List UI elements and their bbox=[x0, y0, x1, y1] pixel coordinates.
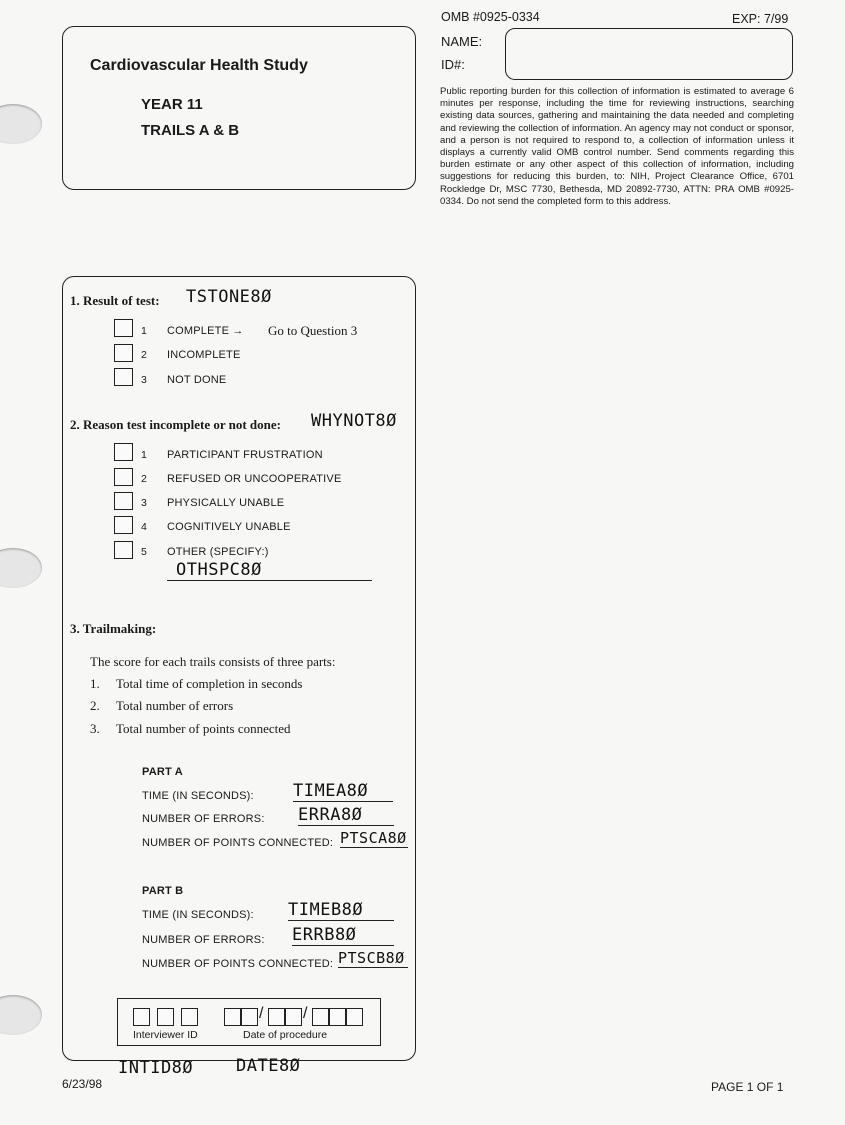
part-b-time-label: TIME (IN SECONDS): bbox=[142, 909, 254, 921]
q2-option-number: 1 bbox=[141, 449, 147, 461]
q1-option-number: 1 bbox=[141, 325, 147, 337]
q2-option-number: 3 bbox=[141, 497, 147, 509]
q3-intro: The score for each trails consists of three parts: bbox=[90, 654, 336, 669]
q2-checkbox-frustration[interactable] bbox=[114, 443, 133, 461]
q1-skip-instruction: Go to Question 3 bbox=[268, 323, 358, 338]
id-label: ID#: bbox=[441, 57, 465, 72]
expiration-date: EXP: 7/99 bbox=[732, 12, 789, 26]
q1-checkbox-complete[interactable] bbox=[114, 319, 133, 337]
q2-checkbox-refused[interactable] bbox=[114, 468, 133, 486]
q2-title: 2. Reason test incomplete or not done: bbox=[70, 417, 281, 432]
q2-checkbox-cognitively-unable[interactable] bbox=[114, 516, 133, 534]
name-id-field[interactable] bbox=[505, 28, 793, 80]
q3-part-number: 2. bbox=[90, 698, 100, 713]
q1-option-label: NOT DONE bbox=[167, 374, 227, 386]
q1-variable: TSTONE8Ø bbox=[186, 287, 272, 307]
q1-option-number: 2 bbox=[141, 349, 147, 361]
part-a-label: PART A bbox=[142, 766, 183, 778]
interviewer-id-variable: INTID8Ø bbox=[118, 1058, 194, 1078]
omb-number: OMB #0925-0334 bbox=[441, 10, 540, 24]
q2-variable: WHYNOT8Ø bbox=[311, 411, 397, 431]
q2-option-number: 4 bbox=[141, 521, 147, 533]
part-b-time-field[interactable]: TIMEB8Ø bbox=[288, 900, 394, 921]
punch-hole-bottom bbox=[0, 995, 42, 1035]
date-separator-icon: / bbox=[303, 1005, 308, 1022]
punch-hole-top bbox=[0, 104, 42, 144]
q3-part-label: Total number of points connected bbox=[116, 721, 291, 736]
q1-option-number: 3 bbox=[141, 374, 147, 386]
q2-option-label: PARTICIPANT FRUSTRATION bbox=[167, 449, 323, 461]
q2-option-label: PHYSICALLY UNABLE bbox=[167, 497, 285, 509]
q2-checkbox-physically-unable[interactable] bbox=[114, 492, 133, 510]
date-year-digit[interactable] bbox=[329, 1008, 346, 1026]
date-month-digit[interactable] bbox=[224, 1008, 241, 1026]
burden-statement: Public reporting burden for this collection of information is estimated to average 6 minutes per response, including the time for reviewing instructions, searching existing data sources, gathering and maintaining the data needed and completing and reviewing the collection of information. An agency may not conduct or sponsor, and a person is not required to respond to, a collection of information unless it displays a currently valid OMB control number. Send comments regarding this burden estimate or any other aspect of this collection of information, including suggestions for reducing this burden, to: NIH, Project Clearance Office, 6701 Rockledge Dr, MSC 7730, Bethesda, MD 20892-7730, ATTN: PRA OMB #0925-0334. Do not send the completed form to this address. bbox=[440, 86, 794, 207]
header-box bbox=[62, 26, 416, 190]
name-label: NAME: bbox=[441, 34, 483, 49]
part-a-points-label: NUMBER OF POINTS CONNECTED: bbox=[142, 837, 334, 849]
date-day-digit[interactable] bbox=[268, 1008, 285, 1026]
study-title: Cardiovascular Health Study bbox=[90, 57, 308, 74]
interviewer-id-digit[interactable] bbox=[157, 1008, 174, 1026]
q3-title: 3. Trailmaking: bbox=[70, 621, 157, 636]
part-a-points-field[interactable]: PTSCA8Ø bbox=[340, 829, 407, 847]
part-a-time-field[interactable]: TIMEA8Ø bbox=[293, 781, 393, 802]
q3-part-label: Total number of errors bbox=[116, 698, 234, 713]
part-a-time-label: TIME (IN SECONDS): bbox=[142, 790, 254, 802]
q1-option-label: COMPLETE → bbox=[167, 325, 244, 337]
date-day-digit[interactable] bbox=[285, 1008, 302, 1026]
q2-option-number: 5 bbox=[141, 546, 147, 558]
q1-option-label: INCOMPLETE bbox=[167, 349, 241, 361]
part-b-points-field[interactable]: PTSCB8Ø bbox=[338, 949, 408, 968]
date-variable: DATE8Ø bbox=[236, 1056, 301, 1076]
form-title: TRAILS A & B bbox=[141, 122, 240, 139]
q1-checkbox-not-done[interactable] bbox=[114, 368, 133, 386]
date-of-procedure-label: Date of procedure bbox=[243, 1029, 328, 1041]
page-number: PAGE 1 OF 1 bbox=[711, 1080, 784, 1094]
q2-other-variable: OTHSPC8Ø bbox=[176, 560, 262, 580]
q1-title: 1. Result of test: bbox=[70, 293, 160, 308]
q2-option-label: REFUSED OR UNCOOPERATIVE bbox=[167, 473, 342, 485]
punch-hole-middle bbox=[0, 548, 42, 588]
part-b-errors-label: NUMBER OF ERRORS: bbox=[142, 934, 265, 946]
part-b-errors-field[interactable]: ERRB8Ø bbox=[292, 925, 394, 946]
other-specify-line[interactable] bbox=[167, 580, 372, 581]
interviewer-id-digit[interactable] bbox=[133, 1008, 150, 1026]
q2-checkbox-other[interactable] bbox=[114, 541, 133, 559]
date-year-digit[interactable] bbox=[346, 1008, 363, 1026]
form-revision-date: 6/23/98 bbox=[62, 1077, 103, 1091]
date-separator-icon: / bbox=[259, 1005, 264, 1022]
part-b-points-label: NUMBER OF POINTS CONNECTED: bbox=[142, 958, 334, 970]
q2-option-label: OTHER (SPECIFY:) bbox=[167, 546, 269, 558]
part-a-errors-label: NUMBER OF ERRORS: bbox=[142, 813, 265, 825]
year-label: YEAR 11 bbox=[141, 96, 203, 113]
date-year-digit[interactable] bbox=[312, 1008, 329, 1026]
q3-part-number: 3. bbox=[90, 721, 100, 736]
interviewer-id-digit[interactable] bbox=[181, 1008, 198, 1026]
part-a-errors-field[interactable]: ERRA8Ø bbox=[298, 805, 394, 826]
q1-checkbox-incomplete[interactable] bbox=[114, 344, 133, 362]
q3-part-number: 1. bbox=[90, 676, 100, 691]
date-month-digit[interactable] bbox=[241, 1008, 258, 1026]
q2-option-label: COGNITIVELY UNABLE bbox=[167, 521, 291, 533]
q2-option-number: 2 bbox=[141, 473, 147, 485]
interviewer-id-label: Interviewer ID bbox=[133, 1029, 198, 1041]
q3-part-label: Total time of completion in seconds bbox=[116, 676, 303, 691]
part-b-label: PART B bbox=[142, 885, 184, 897]
